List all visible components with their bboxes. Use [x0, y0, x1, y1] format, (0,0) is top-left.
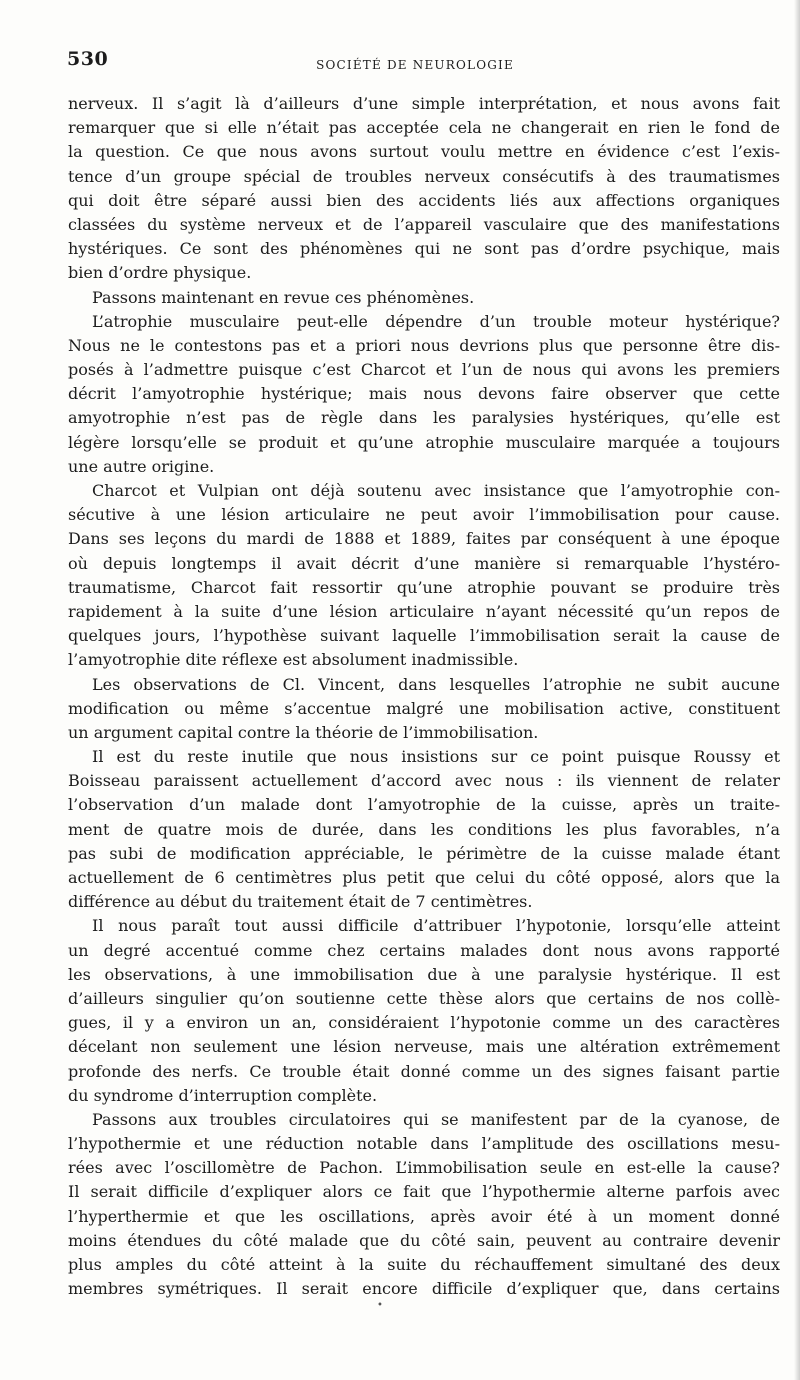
text-line: hystériques. Ce sont des phénomènes qui ne sont pas d’ordre psychique, mais — [68, 239, 780, 259]
text-line: décrit l’amyotrophie hystérique; mais nous devons faire observer que cette — [68, 384, 780, 404]
text-line: décelant non seulement une lésion nerveuse, mais une altération extrêmement — [68, 1037, 780, 1057]
text-line: Les observations de Cl. Vincent, dans lesquelles l’atrophie ne subit aucune — [92, 674, 780, 694]
text-line: Passons aux troubles circulatoires qui se manifestent par de la cyanose, de — [92, 1109, 780, 1129]
text-line: traumatisme, Charcot fait ressortir qu’une atrophie pouvant se produire très — [68, 577, 780, 597]
text-line: tence d’un groupe spécial de troubles nerveux consécutifs à des traumatismes — [68, 166, 780, 186]
text-line: gues, il y a environ un an, considéraient l’hypotonie comme un des caractères — [68, 1013, 780, 1033]
text-line: qui doit être séparé aussi bien des accidents liés aux affections organiques — [68, 190, 780, 210]
text-line: nerveux. Il s’agit là d’ailleurs d’une simple interprétation, et nous avons fait — [68, 94, 780, 113]
text-line: un argument capital contre la théorie de l’immobilisation. — [68, 722, 539, 742]
text-line: rapidement à la suite d’une lésion articulaire n’ayant nécessité qu’un repos de — [68, 601, 780, 621]
text-line: Il serait difficile d’expliquer alors ce fait que l’hypothermie alterne parfois avec — [68, 1182, 780, 1202]
text-line: Charcot et Vulpian ont déjà soutenu avec insistance que l’amyotrophie con- — [92, 481, 780, 500]
text-line: les observations, à une immobilisation due à une paralysie hystérique. Il est — [68, 964, 780, 984]
text-line: amyotrophie n’est pas de règle dans les paralysies hystériques, qu’elle est — [68, 408, 780, 428]
text-line: d’ailleurs singulier qu’on soutienne cette thèse alors que certains de nos collè- — [68, 988, 780, 1008]
text-line: un degré accentué comme chez certains malades dont nous avons rapporté — [68, 940, 780, 960]
text-line: l’hyperthermie et que les oscillations, après avoir été à un moment donné — [68, 1206, 780, 1226]
text-line: moins étendues du côté malade que du côté sain, peuvent au contraire devenir — [68, 1230, 780, 1250]
text-line: ment de quatre mois de durée, dans les conditions les plus favorables, n’a — [68, 819, 780, 839]
text-line: classées du système nerveux et de l’appareil vasculaire que des manifestations — [68, 214, 780, 234]
text-line: modification ou même s’accentue malgré une mobilisation active, constituent — [68, 698, 780, 718]
running-head: SOCIÉTÉ DE NEUROLOGIE — [316, 58, 514, 72]
text-line: actuellement de 6 centimètres plus petit que celui du côté opposé, alors que la — [68, 868, 780, 887]
text-line: posés à l’admettre puisque c’est Charcot et l’un de nous qui avons les premiers — [68, 360, 780, 380]
text-line: l’amyotrophie dite réflexe est absolument inadmissible. — [68, 650, 519, 670]
text-line: Il nous paraît tout aussi difficile d’attribuer l’hypotonie, lorsqu’elle atteint — [92, 916, 780, 936]
text-line: Boisseau paraissent actuellement d’accord avec nous : ils viennent de relater — [68, 771, 780, 791]
text-line: Il est du reste inutile que nous insistions sur ce point puisque Roussy et — [92, 747, 780, 767]
text-line: membres symétriques. Il serait encore difficile d’expliquer que, dans certains — [68, 1279, 780, 1299]
text-line: plus amples du côté atteint à la suite du réchauffement simultané des deux — [68, 1255, 780, 1274]
text-line: bien d’ordre physique. — [68, 263, 252, 283]
text-line: l’observation d’un malade dont l’amyotrophie de la cuisse, après un traite- — [68, 795, 780, 815]
text-line: sécutive à une lésion articulaire ne peut avoir l’immobilisation pour cause. — [68, 505, 780, 525]
text-line: profonde des nerfs. Ce trouble était donné comme un des signes faisant partie — [68, 1061, 780, 1081]
text-line: remarquer que si elle n’était pas acceptée cela ne changerait en rien le fond de — [68, 118, 780, 138]
text-line: L’atrophie musculaire peut-elle dépendre d’un trouble moteur hystérique? — [92, 311, 780, 331]
text-line: l’hypothermie et une réduction notable dans l’amplitude des oscillations mesu- — [68, 1134, 780, 1154]
text-line: différence au début du traitement était de 7 centimètres. — [68, 892, 533, 912]
footer-mark: • — [377, 1300, 383, 1311]
text-line: rées avec l’oscillomètre de Pachon. L’immobilisation seule en est-elle la cause? — [68, 1158, 780, 1178]
text-line: où depuis longtemps il avait décrit d’une manière si remarquable l’hystéro- — [68, 553, 780, 573]
text-line: pas subi de modification appréciable, le périmètre de la cuisse malade étant — [68, 843, 780, 863]
text-line: légère lorsqu’elle se produit et qu’une atrophie musculaire marquée a toujours — [68, 432, 780, 452]
text-line: la question. Ce que nous avons surtout voulu mettre en évidence c’est l’exis- — [68, 142, 780, 162]
text-line: du syndrome d’interruption complète. — [68, 1085, 378, 1105]
text-line: Nous ne le contestons pas et a priori nous devrions plus que personne être dis- — [68, 335, 780, 355]
text-line: Dans ses leçons du mardi de 1888 et 1889, faites par conséquent à une époque — [68, 529, 780, 549]
body-text — [68, 92, 780, 1301]
page-number: 530 — [67, 48, 109, 70]
text-line: une autre origine. — [68, 456, 215, 476]
text-line: Passons maintenant en revue ces phénomènes. — [92, 287, 475, 307]
page-edge-shadow — [794, 0, 800, 1380]
text-line: quelques jours, l’hypothèse suivant laquelle l’immobilisation serait la cause de — [68, 626, 780, 646]
